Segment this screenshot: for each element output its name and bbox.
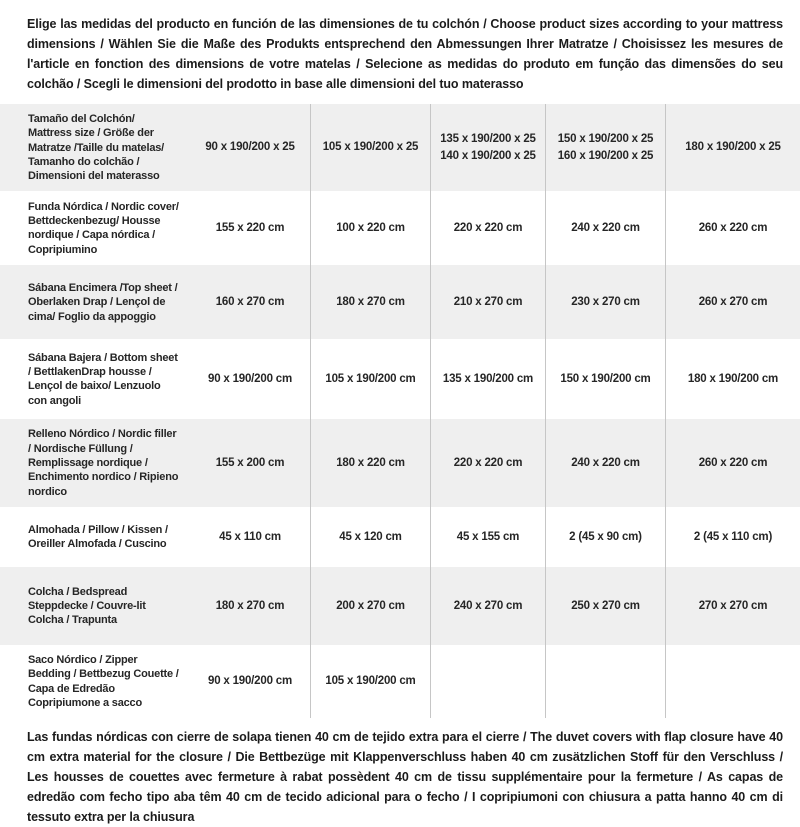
size-value: 180 x 270 cm bbox=[215, 599, 285, 612]
size-cell bbox=[665, 339, 800, 419]
size-cell bbox=[190, 191, 310, 265]
size-cell bbox=[190, 265, 310, 339]
size-value: 220 x 220 cm bbox=[453, 456, 523, 469]
table-row bbox=[0, 567, 800, 645]
size-value: 150 x 190/200 x 25 bbox=[557, 133, 654, 146]
size-value: 45 x 110 cm bbox=[219, 530, 281, 543]
size-value: 90 x 190/200 x 25 bbox=[205, 141, 295, 154]
intro-note: Elige las medidas del producto en función de las dimensiones de tu colchón / Choose product sizes according to your mattress dimensions / Wählen Sie die Maße des Produkts entsprechend den Abmessungen Ihrer Matratze / Choisissez les mesures de l'article en fonction des dimensions de votre matelas / Selecione as medidas do produto em função das dimensões do seu colchão / Scegli le dimensioni del prodotto in base alle dimensioni del tuo materasso bbox=[27, 17, 783, 91]
row-label: Relleno Nórdico / Nordic filler / Nordische Füllung / Remplissage nordique / Enchimento nordico / Ripieno nordico bbox=[28, 428, 179, 498]
size-cell bbox=[665, 419, 800, 506]
size-value: 210 x 270 cm bbox=[453, 296, 523, 309]
size-value: 140 x 190/200 x 25 bbox=[440, 149, 536, 162]
size-cell bbox=[665, 265, 800, 339]
size-cell bbox=[310, 191, 430, 265]
size-cell bbox=[190, 645, 310, 718]
size-cell bbox=[545, 339, 665, 419]
table-row bbox=[0, 507, 800, 567]
size-value: 260 x 220 cm bbox=[698, 456, 768, 469]
size-value: 250 x 270 cm bbox=[571, 599, 640, 612]
size-value: 240 x 270 cm bbox=[453, 599, 523, 612]
size-cell bbox=[545, 645, 665, 718]
size-value: 240 x 220 cm bbox=[571, 222, 640, 235]
size-cell bbox=[430, 265, 545, 339]
size-cell bbox=[430, 507, 545, 567]
size-cell bbox=[310, 265, 430, 339]
size-value: 230 x 270 cm bbox=[571, 296, 640, 309]
size-value: 45 x 155 cm bbox=[456, 530, 520, 543]
size-cell bbox=[190, 567, 310, 645]
size-value: 105 x 190/200 cm bbox=[325, 675, 416, 688]
row-label: Saco Nórdico / Zipper Bedding / Bettbezug Couette / Capa de Edredão Copripiumone a sacco bbox=[28, 653, 179, 709]
table-row bbox=[0, 339, 800, 419]
size-cell bbox=[545, 419, 665, 506]
size-value: 180 x 270 cm bbox=[336, 296, 405, 309]
size-cell bbox=[665, 507, 800, 567]
row-label: Funda Nórdica / Nordic cover/ Bettdeckenbezug/ Housse nordique / Capa nórdica / Copripiumino bbox=[28, 200, 179, 256]
table-row bbox=[0, 104, 800, 191]
size-cell bbox=[310, 645, 430, 718]
row-label: Sábana Encimera /Top sheet / Oberlaken Drap / Lençol de cima/ Foglio da appoggio bbox=[28, 282, 178, 323]
size-cell bbox=[665, 645, 800, 718]
size-cell bbox=[190, 339, 310, 419]
size-value: 260 x 270 cm bbox=[698, 296, 768, 309]
size-cell bbox=[190, 104, 310, 191]
size-cell bbox=[430, 104, 545, 191]
size-value: 2 (45 x 90 cm) bbox=[569, 530, 642, 543]
size-cell bbox=[665, 567, 800, 645]
table-row bbox=[0, 265, 800, 339]
size-cell bbox=[545, 104, 665, 191]
size-cell bbox=[310, 339, 430, 419]
size-cell bbox=[545, 567, 665, 645]
size-value: 155 x 220 cm bbox=[215, 222, 285, 235]
size-value: 90 x 190/200 cm bbox=[208, 373, 292, 386]
size-value: 105 x 190/200 x 25 bbox=[322, 141, 419, 154]
size-value: 160 x 190/200 x 25 bbox=[557, 149, 654, 162]
size-cell bbox=[430, 567, 545, 645]
size-value: 240 x 220 cm bbox=[571, 456, 640, 469]
size-cell bbox=[545, 191, 665, 265]
size-cell bbox=[430, 419, 545, 506]
table-row bbox=[0, 645, 800, 718]
size-value: 220 x 220 cm bbox=[453, 222, 523, 235]
size-value: 135 x 190/200 x 25 bbox=[440, 133, 536, 146]
size-cell bbox=[430, 339, 545, 419]
size-value: 100 x 220 cm bbox=[336, 222, 405, 235]
size-cell bbox=[310, 419, 430, 506]
size-cell bbox=[190, 507, 310, 567]
size-value: 180 x 220 cm bbox=[336, 456, 405, 469]
size-value: 2 (45 x 110 cm) bbox=[693, 530, 773, 543]
table-row bbox=[0, 419, 800, 506]
size-cell bbox=[430, 645, 545, 718]
size-cell bbox=[310, 567, 430, 645]
size-cell bbox=[545, 507, 665, 567]
row-label: Tamaño del Colchón/ Mattress size / Größe der Matratze /Taille du matelas/ Tamanho do colchão / Dimensioni del materasso bbox=[28, 113, 165, 183]
product-size-table bbox=[0, 104, 800, 718]
table-row bbox=[0, 191, 800, 265]
size-value: 160 x 270 cm bbox=[215, 296, 285, 309]
size-value: 180 x 190/200 x 25 bbox=[685, 141, 781, 154]
size-cell bbox=[310, 507, 430, 567]
size-cell bbox=[430, 191, 545, 265]
row-label: Sábana Bajera / Bottom sheet / BettlakenDrap housse / Lençol de baixo/ Lenzuolo con angoli bbox=[28, 351, 178, 407]
row-label: Almohada / Pillow / Kissen / Oreiller Almofada / Cuscino bbox=[28, 523, 168, 550]
size-value: 200 x 270 cm bbox=[336, 599, 405, 612]
size-cell bbox=[665, 104, 800, 191]
size-cell bbox=[190, 419, 310, 506]
size-value: 150 x 190/200 cm bbox=[560, 373, 651, 386]
size-cell bbox=[665, 191, 800, 265]
size-cell bbox=[545, 265, 665, 339]
size-value: 105 x 190/200 cm bbox=[325, 373, 416, 386]
size-value: 260 x 220 cm bbox=[698, 222, 768, 235]
size-cell bbox=[310, 104, 430, 191]
size-value: 45 x 120 cm bbox=[339, 530, 402, 543]
duvet-flap-note: Las fundas nórdicas con cierre de solapa tienen 40 cm de tejido extra para el cierre / The duvet covers with flap closure have 40 cm extra material for the closure / Die Bettbezüge mit Klappenverschluss haben 40 cm zusätzlichen Stoff für den Verschluss / Les housses de couettes avec fermeture à rabat possèdent 40 cm de tissu supplémentaire pour la fermeture / As capas de edredão com fecho tipo aba têm 40 cm de tecido adicional para o fecho / I copripiumoni con chiusura a patta hanno 40 cm di tessuto extra per la chiusura bbox=[27, 730, 783, 825]
size-value: 155 x 200 cm bbox=[215, 456, 285, 469]
size-value: 270 x 270 cm bbox=[698, 599, 768, 612]
row-label: Colcha / Bedspread Steppdecke / Couvre-lit Colcha / Trapunta bbox=[28, 585, 146, 627]
size-value: 135 x 190/200 cm bbox=[442, 373, 534, 386]
size-value: 90 x 190/200 cm bbox=[208, 675, 292, 688]
size-value: 180 x 190/200 cm bbox=[687, 373, 779, 386]
